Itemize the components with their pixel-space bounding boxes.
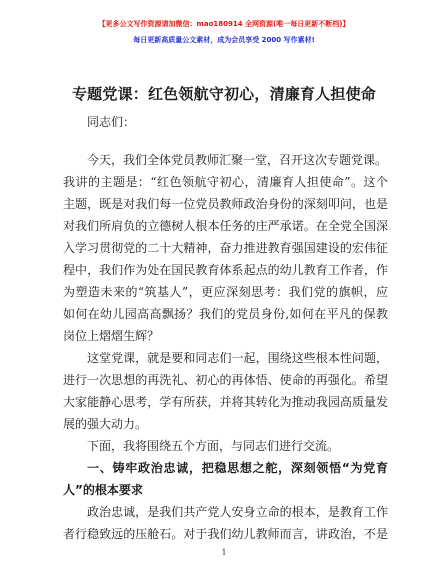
paragraph-line: 这堂党课，就是要和同志们一起，围绕这些根本性问题， [87,351,388,365]
section-heading-line: 人”的根本要求 [63,483,143,497]
greeting-line: 同志们： [87,115,136,129]
paragraph-line: 程中，我们作为处在国民教育体系起点的幼儿教育工作者，作 [63,263,388,277]
paragraph-line: 岗位上熠熠生辉？ [63,329,160,343]
paragraph-line: 政治忠诚，是我们共产党人安身立命的根本，是教育工作 [87,505,388,519]
promo-banner-line-2 [0,36,448,45]
document-title: 专题党课：红色领航守初心，清廉育人担使命 [71,85,376,103]
promo-banner-text-1: 【更多公文写作资源请加微信：mao180914 全网资源(唯一每日更新不断档)】 [98,20,350,28]
paragraph-line: 主题，既是对我们每一位党员教师政治身份的深刻叩问，也是 [63,197,388,211]
paragraph-line: 今天，我们全体党员教师汇聚一堂，召开这次专题党课。 [87,153,388,167]
paragraph-line: 为塑造未来的“筑基人”，更应深刻思考：我们党的旗帜，应 [63,285,388,299]
paragraph-line: 下面，我将围绕五个方面，与同志们进行交流。 [87,439,340,453]
paragraph-line: 对我们所肩负的立德树人根本任务的庄严承诺。在全党全国深 [63,219,388,233]
paragraph-line: 进行一次思想的再洗礼、初心的再体悟、使命的再强化。希望 [63,373,388,387]
page-number: 1 [221,548,227,557]
promo-banner-line-1 [0,20,448,29]
promo-banner-text-2: 每日更新高质量公文素材，成为会员享受 2000 写作素材! [133,36,315,44]
paragraph-line: 我讲的主题是：“红色领航守初心，清廉育人担使命”。这个 [63,175,388,189]
paragraph-line: 者行稳致远的压舱石。对于我们幼儿教师而言，讲政治，不是 [63,527,388,541]
paragraph-line: 入学习贯彻党的二十大精神，奋力推进教育强国建设的宏伟征 [63,241,388,255]
paragraph-line: 大家能静心思考，学有所获，并将其转化为推动我园高质量发 [63,395,388,409]
section-heading-line: 一、铸牢政治忠诚，把稳思想之舵，深刻领悟“为党育 [87,461,388,475]
paragraph-line: 如何在幼儿园高高飘扬？我们的党员身份,如何在平凡的保教 [63,307,388,321]
paragraph-line: 展的强大动力。 [63,417,148,431]
